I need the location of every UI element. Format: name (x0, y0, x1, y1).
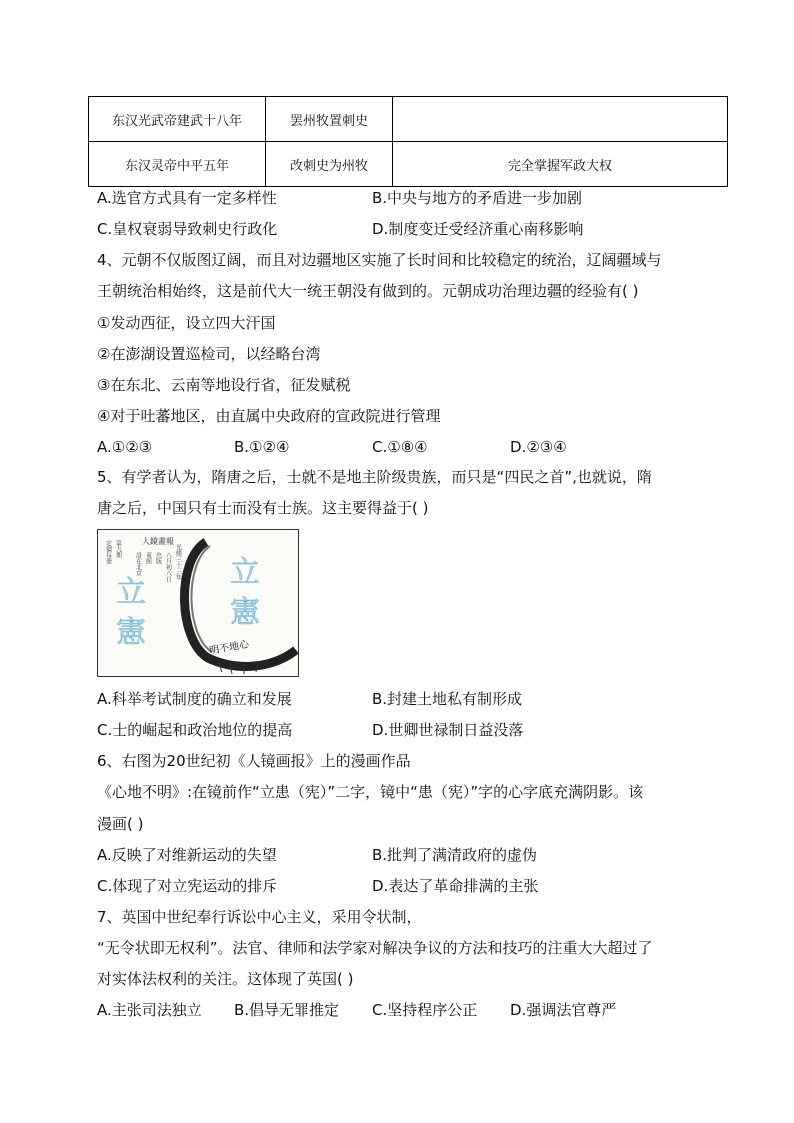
q5-option-b[interactable]: B.封建土地私有制形成 (372, 690, 523, 708)
q6-option-a[interactable]: A.反映了对维新运动的失望 (97, 846, 277, 864)
q7-stem-line3: 对实体法权利的关注。这体现了英国( ) (97, 970, 354, 988)
q4-item-4: ④对于吐蕃地区，由直属中央政府的宣政院进行管理 (97, 407, 441, 425)
cartoon-mirror-text: 明不地心 (208, 639, 250, 657)
svg-text:第九期: 第九期 (114, 540, 122, 558)
q3-option-b[interactable]: B.中央与地方的矛盾进一步加剧 (372, 189, 583, 207)
q6-option-b[interactable]: B.批判了满清政府的虚伪 (372, 846, 538, 864)
q4-option-a[interactable]: A.①②③ (97, 438, 153, 456)
q7-stem-line1: 7、英国中世纪奉行诉讼中心主义，采用令状制， (97, 908, 422, 926)
cartoon-big-right-1: 立 (230, 555, 260, 590)
q5-option-a[interactable]: A.科举考试制度的确立和发展 (97, 690, 292, 708)
q5-stem-line2: 唐之后，中国只有士而没有士族。这主要得益于( ) (97, 499, 429, 517)
svg-text:出版: 出版 (154, 552, 162, 564)
q4-stem-line1: 4、元朝不仅版图辽阔，而且对边疆地区实施了长时间和比较稳定的统治，辽阔疆域与 (97, 251, 662, 269)
q5-option-c[interactable]: C.士的崛起和政治地位的提高 (97, 721, 293, 739)
svg-text:光緒三十三年: 光緒三十三年 (174, 544, 182, 580)
history-table (88, 96, 728, 187)
q3-option-d[interactable]: D.制度变迁受经济重心南移影响 (372, 220, 584, 238)
q4-option-b[interactable]: B.①②④ (234, 438, 290, 456)
cartoon-big-right-2: 憲 (230, 595, 260, 630)
q4-item-1: ①发动西征，设立四大汗国 (97, 314, 276, 332)
q4-item-3: ③在东北、云南等地设行省，征发赋税 (97, 376, 351, 394)
q7-option-b[interactable]: B.倡导无罪推定 (234, 1001, 340, 1019)
svg-text:設在北京: 設在北京 (134, 552, 142, 576)
cartoon-header: 人鏡畫報 (142, 537, 174, 546)
q3-option-c[interactable]: C.皇权衰弱导致刺史行政化 (97, 220, 278, 238)
table-cell (393, 97, 728, 142)
table-cell: 罢州牧置刺史 (266, 97, 393, 142)
q6-stem-line1: 6、右图为20世纪初《人镜画报》上的漫画作品 (97, 752, 411, 770)
q6-stem-line2: 《心地不明》:在镜前作“立患（宪）”二字，镜中“患（宪）”字的心字底充满阴影。该 (97, 783, 644, 801)
cartoon-drawing (98, 530, 298, 676)
q6-stem-line3: 漫画( ) (97, 815, 144, 833)
table-cell: 东汉光武帝建武十八年 (89, 97, 266, 142)
table-cell: 完全掌握军政大权 (393, 142, 728, 187)
q7-option-a[interactable]: A.主张司法独立 (97, 1001, 202, 1019)
q7-option-c[interactable]: C.坚持程序公正 (372, 1001, 478, 1019)
table-row (89, 97, 728, 142)
svg-text:定價每冊: 定價每冊 (104, 540, 112, 564)
q4-option-c[interactable]: C.①⑧④ (372, 438, 428, 456)
q6-option-d[interactable]: D.表达了革命排满的主张 (372, 877, 539, 895)
svg-text:八月初八日: 八月初八日 (164, 552, 172, 582)
q5-stem-line1: 5、有学者认为，隋唐之后，士就不是地主阶级贵族，而只是“四民之首”,也就说，隋 (97, 468, 652, 486)
cartoon-big-left-1: 立 (116, 575, 146, 610)
q4-option-d[interactable]: D.②③④ (510, 438, 567, 456)
q4-item-2: ②在澎湖设置巡检司，以经略台湾 (97, 345, 321, 363)
cartoon-image (97, 529, 299, 677)
q7-stem-line2: “无令状即无权利”。法官、律师和法学家对解决争议的方法和技巧的注重大大超过了 (97, 939, 653, 957)
q4-stem-line2: 王朝统治相始终，这是前代大一统王朝没有做到的。元朝成功治理边疆的经验有( ) (97, 282, 639, 300)
svg-text:東館: 東館 (144, 552, 152, 564)
table-cell: 东汉灵帝中平五年 (89, 142, 266, 187)
table-cell: 改刺史为州牧 (266, 142, 393, 187)
table-row (89, 142, 728, 187)
q7-option-d[interactable]: D.强调法官尊严 (510, 1001, 617, 1019)
q3-option-a[interactable]: A.选官方式具有一定多样性 (97, 189, 277, 207)
cartoon-big-left-2: 憲 (116, 615, 146, 650)
q6-option-c[interactable]: C.体现了对立宪运动的排斥 (97, 877, 278, 895)
q5-option-d[interactable]: D.世卿世禄制日益没落 (372, 721, 524, 739)
